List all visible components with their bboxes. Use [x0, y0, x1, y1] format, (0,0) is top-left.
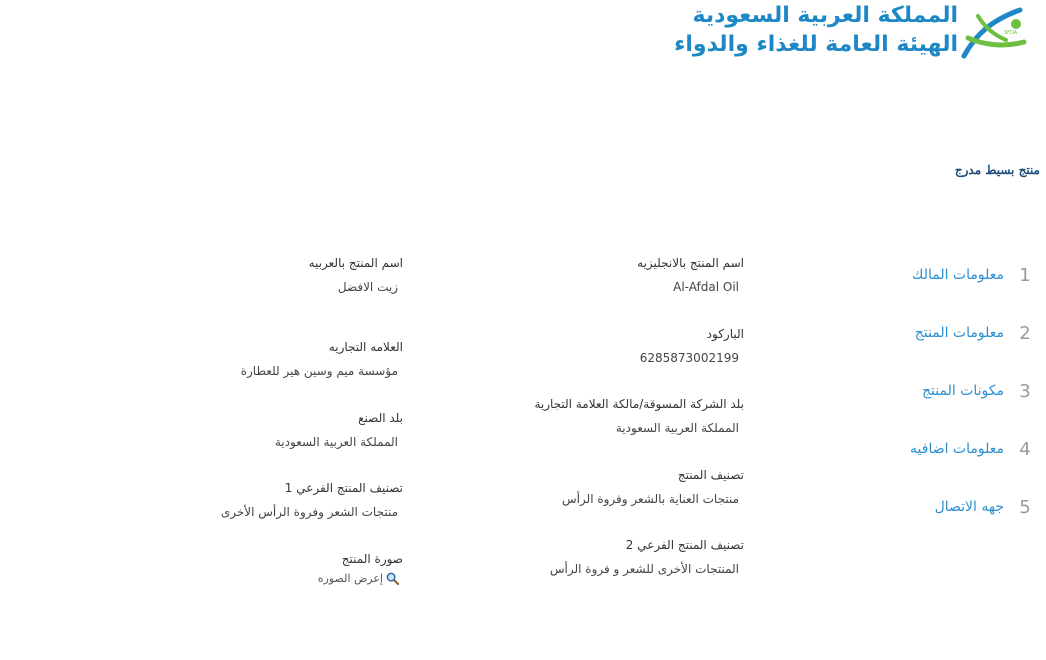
- emblem-text: SFDA: [1004, 30, 1018, 36]
- field-label: العلامه التجاريه: [328, 340, 403, 354]
- field-label: اسم المنتج بالانجليزيه: [637, 256, 744, 270]
- step-number: 4: [1019, 438, 1031, 460]
- field-label: بلد الشركة المسوقة/مالكة العلامة التجارية: [534, 397, 744, 411]
- step-additional-info[interactable]: [880, 434, 1040, 464]
- step-number: 1: [1019, 264, 1031, 286]
- field-label: تصنيف المنتج الفرعي 2: [625, 538, 744, 552]
- magnifier-icon: [386, 572, 399, 585]
- field-product-category: [484, 468, 744, 506]
- sfda-logo: [674, 2, 1030, 62]
- field-value: المملكة العربية السعودية: [615, 421, 739, 435]
- step-label[interactable]: مكونات المنتج: [922, 383, 1004, 399]
- logo-line-1: المملكة العربية السعودية: [692, 3, 958, 28]
- field-value: منتجات العناية بالشعر وفروة الرأس: [561, 492, 739, 506]
- field-label: اسم المنتج بالعربيه: [308, 256, 403, 270]
- field-value: مؤسسة ميم وسين هير للعطارة: [240, 364, 398, 378]
- field-trademark: [143, 340, 403, 378]
- step-contact[interactable]: [880, 492, 1040, 522]
- step-label[interactable]: معلومات المنتج: [914, 325, 1004, 341]
- view-image-label[interactable]: إعرض الصوره: [317, 572, 383, 585]
- field-label: تصنيف المنتج الفرعي 1: [284, 481, 403, 495]
- field-value: منتجات الشعر وفروة الرأس الأخرى: [220, 505, 398, 519]
- field-value: Al-Afdal Oil: [673, 280, 739, 294]
- step-number: 5: [1019, 496, 1031, 518]
- step-number: 3: [1019, 380, 1031, 402]
- field-label: الباركود: [706, 327, 744, 341]
- sfda-emblem-icon: [958, 4, 1030, 60]
- step-label[interactable]: معلومات اضافيه: [910, 441, 1004, 457]
- field-arabic-name: [143, 256, 403, 294]
- field-value: زيت الافضل: [337, 280, 398, 294]
- step-owner-info[interactable]: [880, 260, 1040, 290]
- field-label: بلد الصنع: [358, 411, 403, 425]
- step-label[interactable]: معلومات المالك: [911, 267, 1004, 283]
- step-product-info[interactable]: [880, 318, 1040, 348]
- field-value: المنتجات الأخرى للشعر و فروة الرأس: [549, 562, 739, 576]
- step-product-ingredients[interactable]: [880, 376, 1040, 406]
- field-product-image: [143, 552, 403, 589]
- step-label[interactable]: جهه الاتصال: [934, 499, 1004, 515]
- field-value: 6285873002199: [639, 351, 739, 365]
- field-subcategory-2: [484, 538, 744, 576]
- logo-line-2: الهيئة العامة للغذاء والدواء: [674, 32, 958, 57]
- field-manufacture-country: [143, 411, 403, 449]
- step-number: 2: [1019, 322, 1031, 344]
- page-title: منتج بسيط مدرج: [954, 163, 1040, 177]
- field-label: تصنيف المنتج: [677, 468, 744, 482]
- field-english-name: [484, 256, 744, 294]
- view-image-link[interactable]: [318, 572, 399, 585]
- field-value: المملكة العربية السعودية: [274, 435, 398, 449]
- field-marketing-country: [484, 397, 744, 435]
- field-label: صورة المنتج: [341, 552, 403, 566]
- field-barcode: [484, 327, 744, 365]
- field-subcategory-1: [143, 481, 403, 519]
